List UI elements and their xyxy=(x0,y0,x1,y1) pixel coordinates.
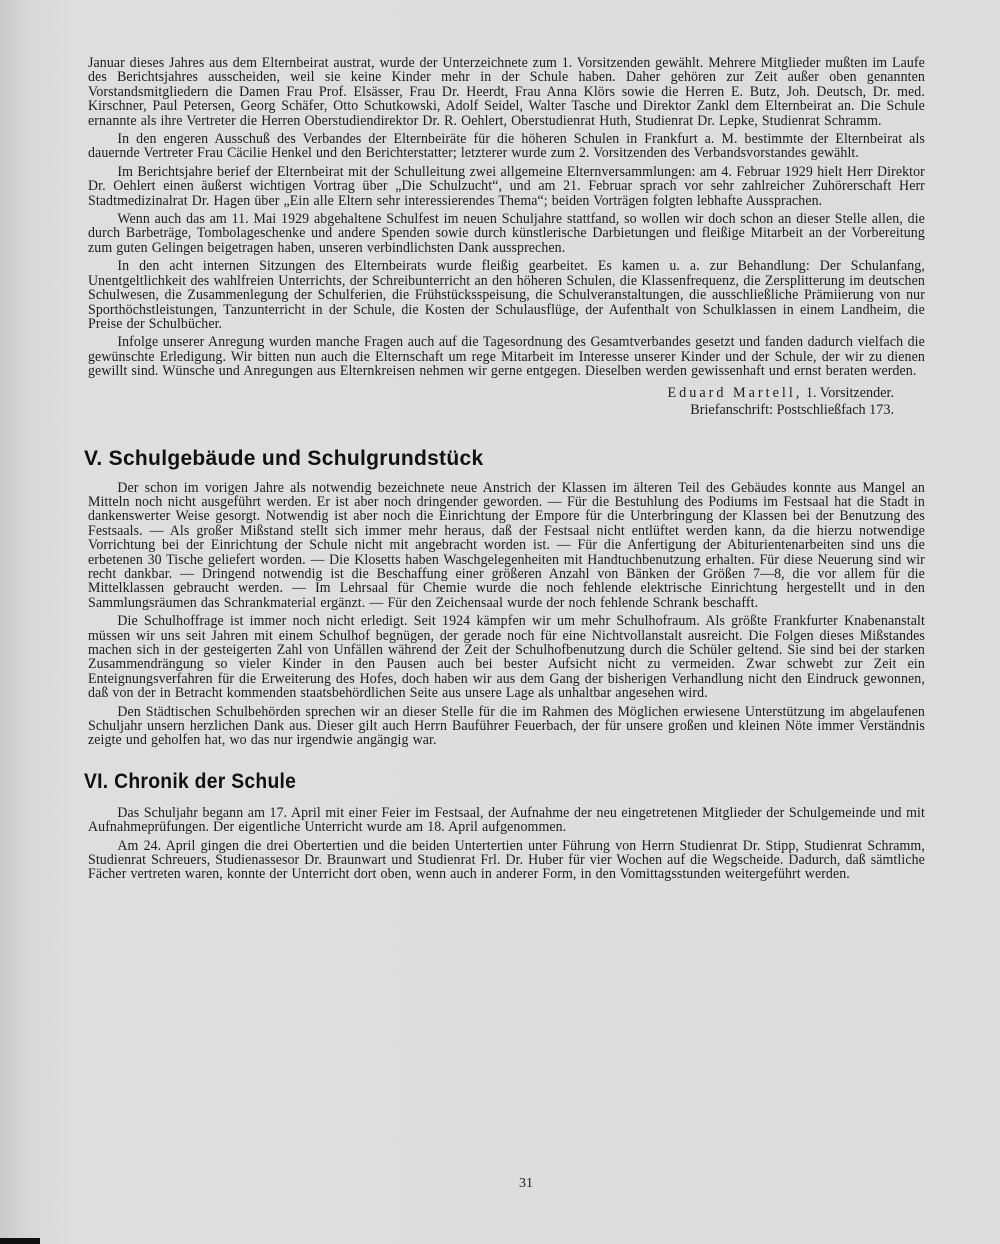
signature-address: Briefanschrift: Postschließfach 173. xyxy=(690,401,894,418)
paragraph-schulhoffrage: Die Schulhoffrage ist immer noch nicht erledigt. Seit 1924 kämpfen wir um mehr Schulhofraum. Als größte Frankfurter Knabenanstalt müssen wir uns seit Jahren mit einem Schulhof begnügen, der gerade noch für eine Nichtvollanstalt ausreicht. Die Folgen dieses Mißstandes machen sich in der gesteigerten Zahl von Unfällen während der Zeit der Schulhofbenutzung durch die Schüler geltend. Sie sind bei der starken Zusammendrängung so vieler Kinder in den Pausen auch bei bester Aufsicht nicht zu vermeiden. Zwar schwebt zur Zeit ein Enteignungsverfahren für die Erweiterung des Hofes, doch haben wir aus dem Gang der bisherigen Verhandlung nicht den Eindruck gewonnen, daß von der in Betracht kommenden staatsbehördlichen Seite aus unsere Lage als unhaltbar angesehen wird. xyxy=(88,613,925,702)
document-page xyxy=(84,55,942,886)
paragraph-verband-ausschuss: In den engeren Ausschuß des Verbandes der Elternbeiräte für die höheren Schulen in Frankfurt a. M. bestimmte der Elternbeirat als dauernde Vertreter Frau Cäcilie Henkel und den Berichterstatter; letzterer wurde zum 2. Vorsitzenden des Verbandsvorstandes gewählt. xyxy=(88,131,925,162)
paragraph-dank-schulbehoerden: Den Städtischen Schulbehörden sprechen wir an dieser Stelle für die im Rahmen des Möglichen erwiesene Unterstützung im abgelaufenen Schuljahr unsern herzlichen Dank aus. Dieser gilt auch Herrn Bauführer Feuerbach, der für unsere großen und kleinen Nöte immer Verständnis zeigte und geholfen hat, wo das nur irgendwie angängig war. xyxy=(88,703,925,749)
paragraph-elternversammlungen: Im Berichtsjahre berief der Elternbeirat mit der Schulleitung zwei allgemeine Elternversammlungen: am 4. Februar 1929 hielt Herr Direktor Dr. Oehlert einen äußerst wichtigen Vortrag über „Die Schulzucht“, und am 21. Februar sprach vor sehr zahlreicher Zuhörerschaft Herr Stadtmedizinalrat Dr. Hagen über „Ein alle Eltern sehr interessierendes Thema“; beiden Vorträgen folgten lebhafte Aussprachen. xyxy=(88,163,925,209)
signature-line xyxy=(88,385,894,402)
paragraph-elternbeirat-members: Januar dieses Jahres aus dem Elternbeirat austrat, wurde der Unterzeichnete zum 1. Vorsitzenden gewählt. Mehrere Mitglieder mußten im Laufe des Berichtsjahres ausscheiden, weil sie keine Kinder mehr in der Schule haben. Daher gehören zur Zeit außer oben genannten Vorstandsmitgliedern die Damen Frau Prof. Elsässer, Frau Dr. Heerdt, Frau Anna Klörs sowie die Herren E. Butz, Joh. Deutsch, Dr. med. Kirschner, Paul Petersen, Georg Schäfer, Otto Schutkowski, Adolf Seidel, Walter Tasche und Direktor Zankl dem Elternbeirat an. Die Schule ernannte als ihre Vertreter die Herren Oberstudiendirektor Dr. R. Oehlert, Oberstudienrat Huth, Studienrat Dr. Lepke, Studienrat Schramm. xyxy=(88,55,925,129)
signature-block xyxy=(88,385,894,419)
page-number: 31 xyxy=(519,1176,533,1191)
signature-role: 1. Vorsitzender. xyxy=(802,384,894,401)
paragraph-anregungen: Infolge unserer Anregung wurden manche Fragen auch auf die Tagesordnung des Gesamtverbandes gesetzt und fanden dadurch vielfach die gewünschte Erledigung. Wir bitten nun auch die Elternschaft um rege Mitarbeit im Interesse unserer Kinder und der Schule, der wir zu dienen gewillt sind. Wünsche und Anregungen aus Elternkreisen nehmen wir gerne entgegen. Dieselben werden gewissenhaft und ernst beraten werden. xyxy=(88,334,925,380)
section-v-heading: V. Schulgebäude und Schulgrundstück xyxy=(84,446,484,470)
section-vi xyxy=(84,769,942,883)
paragraph-wegscheide: Am 24. April gingen die drei Obertertien und die beiden Untertertien unter Führung von Herrn Studienrat Dr. Stipp, Studienrat Schramm, Studienrat Schreuers, Studienassesor Dr. Braunwart und Studienrat Frl. Dr. Huber für vier Wochen auf die Wegscheide. Dadurch, daß sämtliche Fächer vertreten waren, konnte der Unterricht dort oben, wenn auch in anderer Form, in den Vomittagsstunden weitergeführt werden. xyxy=(88,837,925,883)
section-v xyxy=(84,446,942,749)
paragraph-schuljahr-beginn: Das Schuljahr begann am 17. April mit einer Feier im Festsaal, der Aufnahme der neu eingetretenen Mitglieder der Schulgemeinde und mit Aufnahmeprüfungen. Der eigentliche Unterricht wurde am 18. April aufgenommen. xyxy=(88,804,925,836)
paragraph-sitzungen: In den acht internen Sitzungen des Elternbeirats wurde fleißig gearbeitet. Es kamen u. a. zur Behandlung: Der Schulanfang, Unentgeltlichkeit des wahlfreien Unterrichts, der Schreibunterricht an den höheren Schulen, die Klassenfrequenz, die Zersplitterung im deutschen Schulwesen, die Zusammenlegung der Schulferien, die Frühstücksspeisung, die Schulveranstaltungen, die ausschließliche Prämiierung von nur Sporthöchstleistungen, Tanzunterricht in der Schule, die Kosten der Schulausflüge, der Aufenthalt von Schulklassen in einem Landheim, die Preise der Schulbücher. xyxy=(88,258,925,332)
paragraph-schulfest: Wenn auch das am 11. Mai 1929 abgehaltene Schulfest im neuen Schuljahre stattfand, so wollen wir doch schon an dieser Stelle allen, die durch Barbeträge, Tombolageschenke und andere Spenden sowie durch künstlerische Darbietungen und fleißige Mitarbeit an der Vorbereitung zum guten Gelingen beigetragen haben, unseren verbindlichsten Dank aussprechen. xyxy=(88,211,925,256)
scan-edge-artifact xyxy=(0,1238,40,1244)
elternbeirat-report xyxy=(88,56,942,419)
signature-name: Eduard Martell, xyxy=(667,384,803,401)
paragraph-gebaeude-mängel: Der schon im vorigen Jahre als notwendig bezeichnete neue Anstrich der Klassen im älteren Teil des Gebäudes konnte aus Mangel an Mitteln noch nicht ausgeführt werden. Er ist aber noch dringender geworden. — Für die Bestuhlung des Podiums im Festsaal hat die Stadt in dankenswerter Weise gesorgt. Notwendig ist aber noch die Einrichtung der Empore für die Unterbringung der Klassen bei der Benutzung des Festsaals. — Als großer Mißstand stellt sich immer mehr heraus, daß der Festsaal nicht entlüftet werden kann, da die hierzu notwendige Vorrichtung bei der Einrichtung der Schule nicht mit angebracht worden ist. — Für die Anfertigung der Abiturientenarbeiten sind uns die erbetenen 30 Tische geliefert worden. — Die Klosetts haben Waschgelegenheiten mit Handtuchbenutzung erhalten. Für diese Neuerung sind wir recht dankbar. — Dringend notwendig ist die Beschaffung einer größeren Anzahl von Bänken der Größen 7—8, die vor allem für die Mittelklassen gebraucht werden. — Im Lehrsaal für Chemie wurde die noch fehlende elektrische Einrichtung hergestellt und in den Sammlungsräumen das Schrankmaterial ergänzt. — Für den Zeichensaal wurde der noch fehlende Schrank beschafft. xyxy=(88,479,925,611)
section-vi-heading: VI. Chronik der Schule xyxy=(84,769,297,793)
